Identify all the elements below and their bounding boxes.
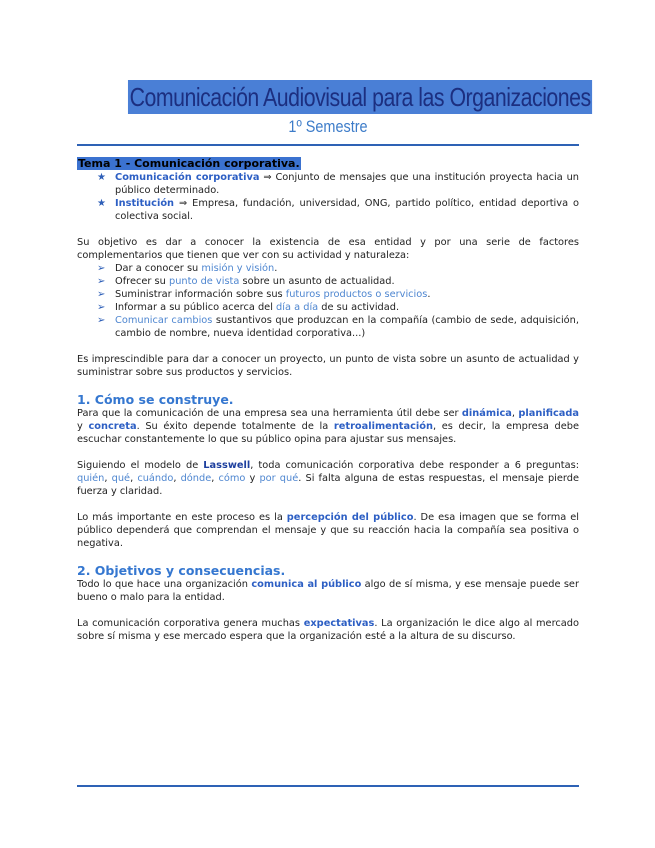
text: . bbox=[427, 289, 431, 300]
keyword: percepción del público bbox=[286, 512, 414, 523]
highlight-text: futuros productos o servicios bbox=[285, 289, 428, 300]
text: , es decir, la empresa debe escuchar constantemente lo que su público opina para ajustar sus mensajes. bbox=[77, 421, 579, 445]
document-page bbox=[77, 80, 591, 643]
definition-term: Institución bbox=[115, 198, 175, 209]
topic-heading-wrap bbox=[77, 152, 579, 171]
text: Para que la comunicación de una empresa sea una herramienta útil debe ser bbox=[77, 408, 462, 419]
definition-term: Comunicación corporativa bbox=[115, 172, 260, 183]
arrow-bullet-icon: ➢ bbox=[97, 263, 106, 274]
document-title: Comunicación Audiovisual para las Organizaciones bbox=[129, 82, 591, 112]
text: , bbox=[211, 473, 219, 484]
text: , bbox=[511, 408, 519, 419]
highlight-text: día a día bbox=[276, 302, 319, 313]
topic-heading: Tema 1 - Comunicación corporativa. bbox=[78, 157, 300, 170]
paragraph bbox=[77, 511, 579, 550]
text: Lo más importante en este proceso es la bbox=[77, 512, 287, 523]
question-word: dónde bbox=[180, 473, 212, 484]
text: . La organización le dice algo al mercado sobre sí misma y ese mercado espera que la organización esté a la altura de su discurso. bbox=[77, 618, 579, 642]
text: algo de sí misma, y ese mensaje puede ser bueno o malo para la entidad. bbox=[77, 579, 579, 603]
text: Dar a conocer su bbox=[115, 263, 202, 274]
star-icon: ★ bbox=[97, 198, 106, 209]
text: . De esa imagen que se forma el público dependerá que comprendan el mensaje y que su reacción hacia la compañía sea positiva o negativa. bbox=[77, 512, 579, 549]
definition-item bbox=[77, 197, 579, 223]
objective-paragraph: Su objetivo es dar a conocer la existencia de esa entidad y por una serie de factores complementarios que tienen que ver con su actividad y naturaleza: bbox=[77, 237, 579, 261]
top-divider bbox=[77, 144, 579, 146]
document-subtitle: 1º Semestre bbox=[288, 117, 368, 136]
implies-arrow: ⇒ bbox=[263, 172, 272, 183]
title-wrap bbox=[77, 80, 591, 116]
arrow-bullet-icon: ➢ bbox=[97, 302, 106, 313]
text: Ofrecer su bbox=[115, 276, 169, 287]
text: , bbox=[130, 473, 138, 484]
paragraph bbox=[77, 459, 579, 498]
text: Todo lo que hace una organización bbox=[77, 579, 252, 590]
text: de su actividad. bbox=[318, 302, 400, 313]
paragraph bbox=[77, 407, 579, 446]
question-word: cuándo bbox=[137, 473, 174, 484]
keyword: planificada bbox=[518, 408, 579, 419]
section-heading-1: 1. Cómo se construye. bbox=[77, 392, 234, 407]
keyword: concreta bbox=[88, 421, 137, 432]
text: Siguiendo el modelo de bbox=[77, 460, 204, 471]
factor-list bbox=[77, 262, 579, 340]
closing-paragraph: Es imprescindible para dar a conocer un proyecto, un punto de vista sobre un asunto de actualidad y suministrar sobre sus productos y servicios. bbox=[77, 354, 579, 378]
list-item bbox=[77, 288, 579, 301]
definition-text: Empresa, fundación, universidad, ONG, partido político, entidad deportiva o colectiva social. bbox=[115, 198, 579, 222]
text: sobre un asunto de actualidad. bbox=[239, 276, 395, 287]
keyword: expectativas bbox=[303, 618, 375, 629]
implies-arrow: ⇒ bbox=[178, 198, 188, 209]
arrow-bullet-icon: ➢ bbox=[97, 289, 106, 300]
question-word: quién bbox=[77, 473, 105, 484]
list-item bbox=[77, 314, 579, 340]
text: y bbox=[77, 421, 89, 432]
definition-text: Conjunto de mensajes que una institución proyecta hacia un público determinado. bbox=[115, 172, 579, 196]
paragraph bbox=[77, 617, 579, 643]
keyword: comunica al público bbox=[251, 579, 362, 590]
text: . bbox=[274, 263, 278, 274]
text: , toda comunicación corporativa debe responder a 6 preguntas: bbox=[250, 460, 579, 471]
list-item bbox=[77, 275, 579, 288]
arrow-bullet-icon: ➢ bbox=[97, 315, 106, 326]
text: . Si falta alguna de estas respuestas, el mensaje pierde fuerza y claridad. bbox=[77, 473, 580, 497]
text: y bbox=[245, 473, 260, 484]
text: , bbox=[173, 473, 181, 484]
keyword: Lasswell bbox=[203, 460, 251, 471]
definition-list bbox=[77, 171, 579, 223]
highlight-text: Comunicar cambios bbox=[115, 315, 213, 326]
text: La comunicación corporativa genera muchas bbox=[77, 618, 304, 629]
question-word: por qué bbox=[259, 473, 299, 484]
list-item bbox=[77, 301, 579, 314]
arrow-bullet-icon: ➢ bbox=[97, 276, 106, 287]
highlight-text: punto de vista bbox=[168, 276, 240, 287]
text: Informar a su público acerca del bbox=[115, 302, 277, 313]
text: , bbox=[104, 473, 112, 484]
question-word: cómo bbox=[218, 473, 246, 484]
section-heading-2: 2. Objetivos y consecuencias. bbox=[77, 563, 286, 578]
highlight-text: misión y visión bbox=[201, 263, 275, 274]
text: Suministrar información sobre sus bbox=[115, 289, 286, 300]
bottom-divider bbox=[77, 785, 579, 787]
question-word: qué bbox=[111, 473, 131, 484]
keyword: retroalimentación bbox=[333, 421, 433, 432]
paragraph bbox=[77, 578, 579, 604]
star-icon: ★ bbox=[97, 172, 106, 183]
definition-item bbox=[77, 171, 579, 197]
text: sustantivos que produzcan en la compañía (cambio de sede, adquisición, cambio de nombre, nueva identidad corporativa...) bbox=[115, 315, 579, 339]
keyword: dinámica bbox=[461, 408, 512, 419]
text: . Su éxito depende totalmente de la bbox=[136, 421, 334, 432]
list-item bbox=[77, 262, 579, 275]
